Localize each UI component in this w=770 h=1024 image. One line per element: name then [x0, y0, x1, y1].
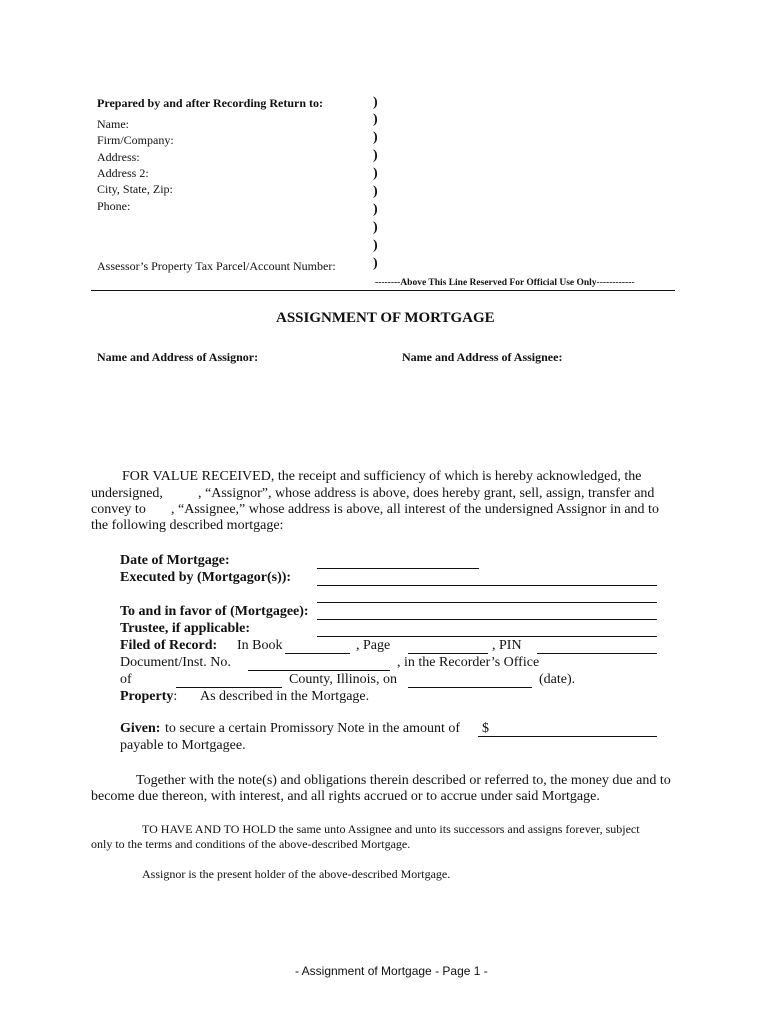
paren-mark: ) [373, 256, 378, 271]
executed-by-label: Executed by (Mortgagor(s)): [120, 570, 292, 585]
page-line[interactable] [408, 653, 488, 654]
intro-line-3: , “Assignee,” whose address is above, all interest of the undersigned Assignor in and to [171, 502, 659, 517]
property-value: As described in the Mortgage. [200, 689, 370, 704]
field-city-label: City, State, Zip: [97, 182, 173, 196]
page-label: , Page [356, 638, 391, 653]
assignor-label: Name and Address of Assignor: [97, 350, 259, 364]
amount-line[interactable] [478, 736, 657, 737]
field-name-label: Name: [97, 117, 129, 131]
given-text: to secure a certain Promissory Note in the amount of [165, 721, 461, 736]
page-title: ASSIGNMENT OF MORTGAGE [276, 310, 495, 326]
paren-mark: ) [373, 220, 378, 235]
holder-statement: Assignor is the present holder of the above-described Mortgage. [142, 867, 451, 881]
date-of-mortgage-line[interactable] [317, 568, 479, 569]
recording-heading: Prepared by and after Recording Return to: [97, 96, 323, 110]
date-paren-label: (date). [539, 672, 576, 687]
recorder-office-label: , in the Recorder’s Office [397, 655, 540, 670]
paren-mark: ) [373, 112, 378, 127]
recorded-date-line[interactable] [408, 687, 532, 688]
trustee-label: Trustee, if applicable: [120, 621, 251, 636]
date-of-mortgage-label: Date of Mortgage: [120, 553, 230, 568]
executed-by-line[interactable] [317, 585, 657, 586]
habendum-line-1: TO HAVE AND TO HOLD the same unto Assignee and unto its successors and assigns forever, subject [142, 822, 640, 836]
in-book-label: In Book [237, 638, 283, 653]
field-phone-label: Phone: [97, 199, 131, 213]
dollar-sign: $ [482, 721, 489, 736]
field-address2-label: Address 2: [97, 166, 149, 180]
together-line-1: Together with the note(s) and obligations therein described or referred to, the money due and to [136, 773, 671, 788]
pin-label: , PIN [492, 638, 522, 653]
paren-mark: ) [373, 202, 378, 217]
county-line[interactable] [176, 687, 282, 688]
property-label: Property [120, 689, 174, 704]
page-footer: - Assignment of Mortgage - Page 1 - [295, 964, 488, 978]
paren-mark: ) [373, 238, 378, 253]
intro-undersigned: undersigned, [91, 486, 163, 501]
together-line-2: become due thereon, with interest, and all rights accrued or to accrue under said Mortgage. [91, 789, 600, 804]
document-no-label: Document/Inst. No. [120, 655, 231, 670]
given-label: Given: [120, 721, 161, 736]
document-no-line[interactable] [248, 670, 390, 671]
intro-line-2: , “Assignor”, whose address is above, does hereby grant, sell, assign, transfer and [198, 486, 655, 501]
filed-of-record-label: Filed of Record: [120, 638, 218, 653]
trustee-line[interactable] [317, 636, 657, 637]
paren-mark: ) [373, 130, 378, 145]
of-label: of [120, 672, 132, 687]
field-address-label: Address: [97, 150, 140, 164]
mortgagee-label: To and in favor of (Mortgagee): [120, 604, 309, 619]
paren-mark: ) [373, 166, 378, 181]
paren-mark: ) [373, 184, 378, 199]
official-use-notice: --------Above This Line Reserved For Official Use Only------------ [375, 278, 635, 288]
field-firm-label: Firm/Company: [97, 133, 174, 147]
intro-line-4: the following described mortgage: [91, 518, 284, 533]
pin-line[interactable] [537, 653, 657, 654]
paren-mark: ) [373, 95, 378, 110]
parcel-label: Assessor’s Property Tax Parcel/Account Number: [97, 259, 336, 273]
official-use-divider [91, 290, 675, 291]
payable-text: payable to Mortgagee. [120, 738, 246, 753]
intro-line-1: FOR VALUE RECEIVED, the receipt and sufficiency of which is hereby acknowledged, the [122, 469, 642, 484]
county-label: County, Illinois, on [289, 672, 397, 687]
property-colon: : [173, 689, 178, 704]
assignee-label: Name and Address of Assignee: [402, 350, 563, 364]
mortgagee-line[interactable] [317, 619, 657, 620]
book-line[interactable] [285, 653, 350, 654]
paren-mark: ) [373, 148, 378, 163]
executed-by-line-2[interactable] [317, 602, 657, 603]
habendum-line-2: only to the terms and conditions of the above-described Mortgage. [91, 837, 411, 851]
intro-convey: convey to [91, 502, 146, 517]
